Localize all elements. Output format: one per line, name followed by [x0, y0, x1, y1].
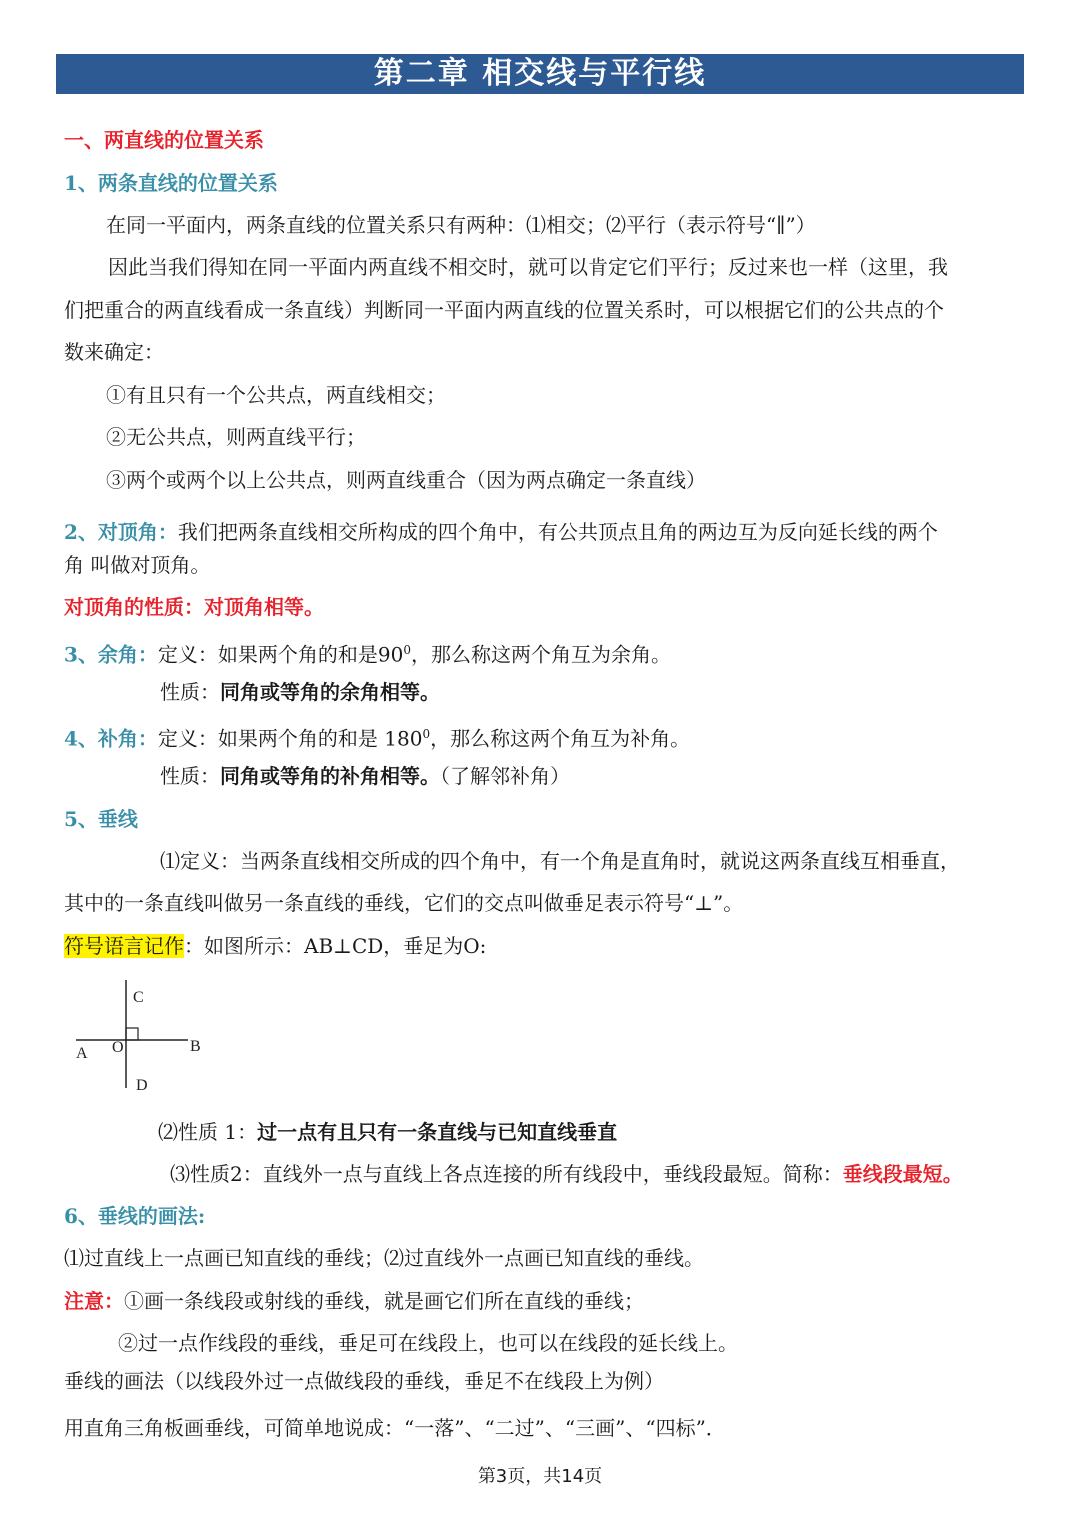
label-d: D — [136, 1077, 148, 1094]
section-4-definition — [64, 720, 690, 753]
label-c: C — [133, 989, 144, 1006]
section-5-symbol-line — [64, 932, 486, 960]
section-3-property — [160, 678, 440, 706]
property-1-text: 过一点有且只有一条直线与已知直线垂直 — [257, 1120, 618, 1144]
section-4-def-a: 定义：如果两个角的和是 180 — [157, 726, 423, 751]
section-4-def-b: ，那么称这两个角互为补角。 — [430, 726, 691, 751]
list-item-1: ①有且只有一个公共点，两直线相交； — [106, 383, 446, 407]
property-1-label: ⑵性质 1： — [158, 1120, 258, 1144]
paragraph-2-line-3: 数来确定： — [64, 340, 164, 364]
section-3-prop-text: 同角或等角的余角相等。 — [220, 680, 440, 704]
perpendicular-figure — [70, 976, 220, 1096]
label-b: B — [190, 1038, 201, 1055]
list-item-3: ③两个或两个以上公共点，则两直线重合（因为两点确定一条直线） — [106, 468, 706, 492]
section-5-property-1 — [158, 1118, 617, 1146]
right-angle-mark — [126, 1028, 138, 1040]
section-4-label: 4、补角： — [64, 726, 158, 751]
section-5-def-line-1: ⑴定义：当两条直线相交所成的四个角中，有一个角是直角时，就说这两条直线互相垂直， — [160, 849, 960, 873]
section-2-text: 我们把两条直线相交所构成的四个角中，有公共顶点且角的两边互为反向延长线的两个 — [177, 520, 938, 544]
note-label: 注意： — [64, 1289, 124, 1313]
label-o: O — [112, 1039, 124, 1056]
section-4-note: （了解邻补角） — [440, 764, 570, 788]
degree-sup: 0 — [403, 643, 412, 657]
section-3-label: 3、余角： — [64, 642, 158, 667]
section-3-def-a: 定义：如果两个角的和是90 — [157, 642, 404, 667]
property-2-short: 垂线段最短。 — [842, 1162, 963, 1186]
page-footer: 第3页，共14页 — [477, 1466, 603, 1487]
chapter-title: 第二章 相交线与平行线 — [56, 54, 1024, 94]
section-5-def-line-2: 其中的一条直线叫做另一条直线的垂线，它们的交点叫做垂足表示符号“⊥”。 — [64, 891, 744, 915]
section-4-prop-label: 性质： — [160, 764, 220, 788]
section-3-def-b: ，那么称这两个角互为余角。 — [411, 642, 672, 667]
section-6-line-1: ⑴过直线上一点画已知直线的垂线；⑵过直线外一点画已知直线的垂线。 — [64, 1246, 704, 1270]
symbol-language-text: ：如图所示：AB⊥CD，垂足为O: — [184, 934, 487, 958]
section-3-prop-label: 性质： — [160, 680, 220, 704]
section-2-line-1 — [64, 518, 938, 546]
section-2-line-2: 角 叫做对顶角。 — [64, 553, 211, 577]
paragraph-2-line-1: 因此当我们得知在同一平面内两直线不相交时，就可以肯定它们平行；反过来也一样（这里，我 — [108, 255, 948, 279]
section-6-line-4: 用直角三角板画垂线，可简单地说成：“一落”、“二过”、“三画”、“四标”． — [64, 1416, 726, 1440]
section-6-line-3: 垂线的画法（以线段外过一点做线段的垂线，垂足不在线段上为例） — [64, 1369, 664, 1393]
vertical-angle-property: 对顶角的性质：对顶角相等。 — [64, 595, 324, 619]
section-4-prop-text: 同角或等角的补角相等。 — [220, 764, 440, 788]
section-2-label: 2、对顶角： — [64, 520, 178, 544]
property-2-text: ⑶性质2：直线外一点与直线上各点连接的所有线段中，垂线段最短。简称： — [170, 1162, 843, 1186]
paragraph-2-line-2: 们把重合的两直线看成一条直线）判断同一平面内两直线的位置关系时，可以根据它们的公共点的个 — [64, 298, 944, 322]
subsection-1-heading: 1、两条直线的位置关系 — [64, 171, 278, 195]
list-item-2: ②无公共点，则两直线平行； — [106, 425, 366, 449]
note-1-text: ①画一条线段或射线的垂线，就是画它们所在直线的垂线； — [124, 1289, 644, 1313]
degree-sup: 0 — [422, 727, 431, 741]
symbol-language-label: 符号语言记作 — [64, 934, 184, 958]
section-6-note-2: ②过一点作线段的垂线，垂足可在线段上，也可以在线段的延长线上。 — [118, 1331, 738, 1355]
section-4-property — [160, 762, 570, 790]
label-a: A — [76, 1045, 88, 1062]
paragraph-1: 在同一平面内，两条直线的位置关系只有两种：⑴相交；⑵平行（表示符号“∥”） — [106, 213, 816, 237]
section-1-heading: 一、两直线的位置关系 — [64, 128, 264, 152]
section-3-definition — [64, 636, 671, 669]
section-5-property-2 — [170, 1160, 963, 1188]
section-6-heading: 6、垂线的画法: — [64, 1204, 206, 1228]
section-6-note-1 — [64, 1287, 644, 1315]
section-5-heading: 5、垂线 — [64, 807, 138, 831]
